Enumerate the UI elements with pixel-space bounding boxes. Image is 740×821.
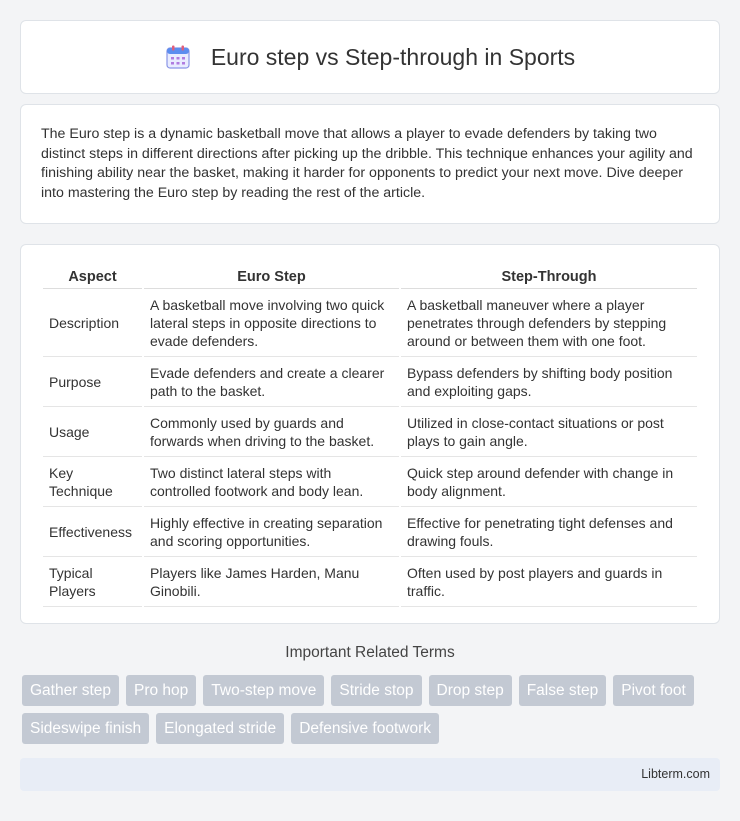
table-row: [43, 507, 697, 557]
row-euro-step: Players like James Harden, Manu Ginobili.: [143, 557, 400, 607]
tag-pivot-foot[interactable]: Pivot foot: [613, 675, 694, 706]
header-step-through: Step-Through: [400, 265, 697, 289]
row-step-through: Often used by post players and guards in traffic.: [400, 557, 697, 607]
tag-sideswipe-finish[interactable]: Sideswipe finish: [22, 713, 149, 744]
row-step-through: Quick step around defender with change in body alignment.: [400, 457, 697, 507]
header-card: [20, 20, 720, 94]
calendar-icon: [165, 44, 191, 70]
table-row: [43, 457, 697, 507]
tag-elongated-stride[interactable]: Elongated stride: [156, 713, 284, 744]
row-euro-step: A basketball move involving two quick lateral steps in opposite directions to evade defenders.: [143, 289, 400, 357]
intro-text: The Euro step is a dynamic basketball move that allows a player to evade defenders by taking two distinct steps in different directions after picking up the dribble. This technique enhances your agility and finishing ability near the basket, making it harder for opponents to predict your next move. Dive deeper into mastering the Euro step by reading the rest of the article.: [41, 126, 693, 201]
row-step-through: Effective for penetrating tight defenses and drawing fouls.: [400, 507, 697, 557]
table-row: [43, 407, 697, 457]
header-euro-step: Euro Step: [143, 265, 400, 289]
row-euro-step: Evade defenders and create a clearer path to the basket.: [143, 357, 400, 407]
table-row: [43, 557, 697, 607]
row-euro-step: Commonly used by guards and forwards when driving to the basket.: [143, 407, 400, 457]
table-row: [43, 289, 697, 357]
page-title: Euro step vs Step-through in Sports: [210, 43, 576, 70]
tag-false-step[interactable]: False step: [519, 675, 607, 706]
footer-site-link[interactable]: Libterm.com: [641, 767, 710, 781]
header-aspect: Aspect: [43, 265, 143, 289]
tag-pro-hop[interactable]: Pro hop: [126, 675, 196, 706]
footer: [20, 758, 720, 791]
intro-card: [20, 104, 720, 224]
row-aspect: Key Technique: [43, 457, 143, 507]
row-step-through: Utilized in close-contact situations or post plays to gain angle.: [400, 407, 697, 457]
row-aspect: Description: [43, 289, 143, 357]
table-row: [43, 357, 697, 407]
tag-defensive-footwork[interactable]: Defensive footwork: [291, 713, 439, 744]
related-terms-title: Important Related Terms: [285, 644, 455, 661]
tag-stride-stop[interactable]: Stride stop: [331, 675, 421, 706]
row-aspect: Effectiveness: [43, 507, 143, 557]
comparison-card: [20, 244, 720, 624]
tag-drop-step[interactable]: Drop step: [429, 675, 512, 706]
row-aspect: Typical Players: [43, 557, 143, 607]
row-step-through: A basketball maneuver where a player penetrates through defenders by stepping around or between them with one foot.: [400, 289, 697, 357]
table-header-row: [43, 265, 697, 289]
related-terms-list: [22, 675, 722, 744]
comparison-table: [43, 265, 697, 607]
row-aspect: Usage: [43, 407, 143, 457]
tag-gather-step[interactable]: Gather step: [22, 675, 119, 706]
row-aspect: Purpose: [43, 357, 143, 407]
tag-two-step-move[interactable]: Two-step move: [203, 675, 324, 706]
row-euro-step: Two distinct lateral steps with controlled footwork and body lean.: [143, 457, 400, 507]
row-euro-step: Highly effective in creating separation and scoring opportunities.: [143, 507, 400, 557]
row-step-through: Bypass defenders by shifting body position and exploiting gaps.: [400, 357, 697, 407]
